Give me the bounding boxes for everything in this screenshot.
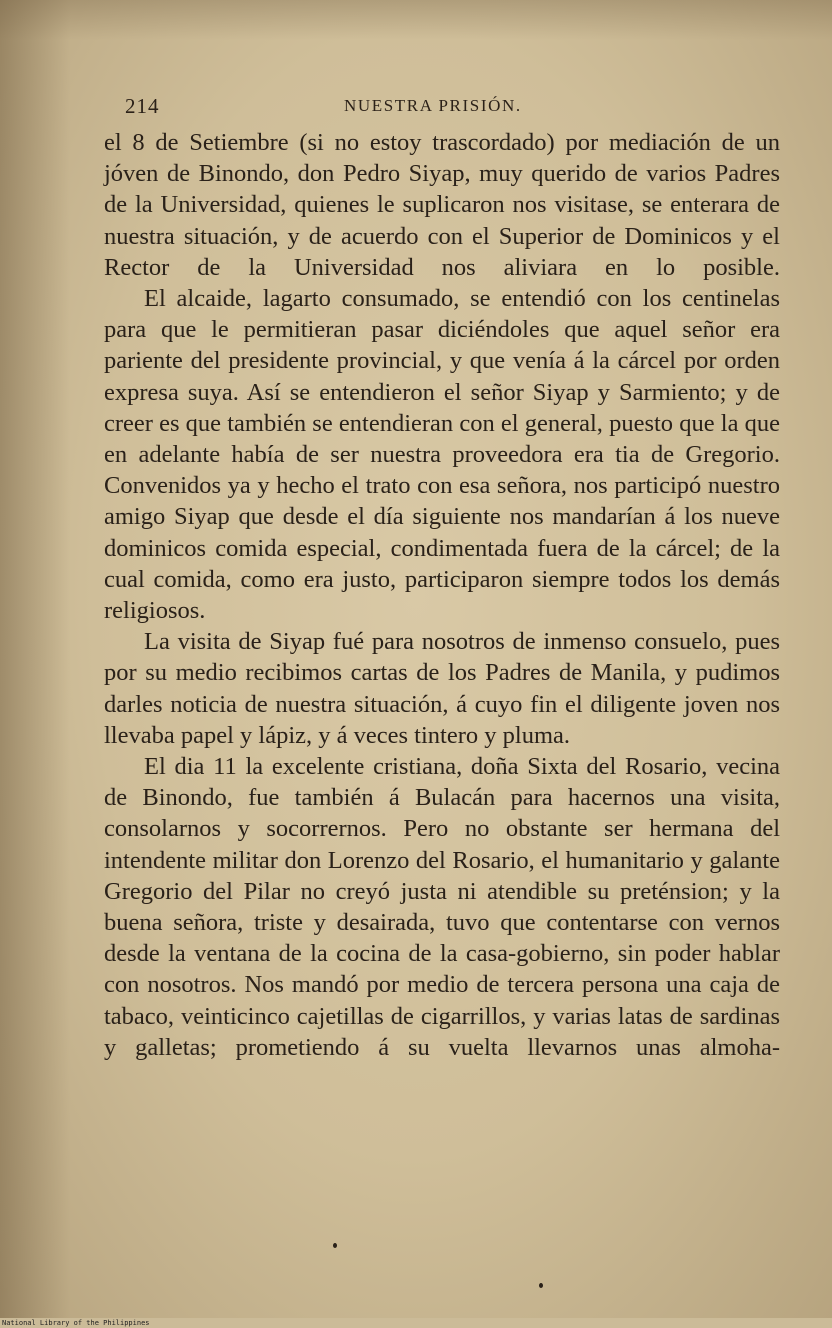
paragraph-1: el 8 de Setiembre (si no estoy trascordado) por mediación de un jóven de Binondo, don Pedro Siyap, muy querido de varios Padres de la Universidad, quienes le suplicaron nos visitase, se enterara de nuestra situación, y de acuerdo con el Superior de Dominicos y el Rector de la Universidad nos aliviara en lo posible. [104,129,780,281]
ink-speck [333,1243,337,1248]
paragraph-3: La visita de Siyap fué para nosotros de inmenso consuelo, pues por su medio recibimos cartas de los Padres de Manila, y pudimos darles noticia de nuestra situación, á cuyo fin el diligente joven nos llevaba papel y lápiz, y á veces tintero y pluma. [104,628,780,749]
page-number: 214 [125,94,160,118]
body-text [104,127,780,1063]
library-credit: National Library of the Philippines [2,1319,150,1327]
running-head [125,94,777,120]
paragraph-2: El alcaide, lagarto consumado, se entendió con los centinelas para que le permitieran pasar diciéndoles que aquel señor era pariente del presidente provincial, y que venía á la cárcel por orden expresa suya. Así se entendieron el señor Siyap y Sarmiento; y de creer es que también se entendieran con el general, puesto que la que en adelante había de ser nuestra proveedora era tia de Gregorio. Convenidos ya y hecho el trato con esa señora, nos participó nuestro amigo Siyap que desde el día siguiente nos mandarían á los nueve dominicos comida especial, condimentada fuera de la cárcel; de la cual comida, como era justo, participaron siempre todos los demás religiosos. [104,285,780,625]
paragraph-4: El dia 11 la excelente cristiana, doña Sixta del Rosario, vecina de Binondo, fue también á Bulacán para hacernos una visita, consolarnos y socorrernos. Pero no obstante ser hermana del intendente militar don Lorenzo del Rosario, el humanitario y galante Gregorio del Pilar no creyó justa ni atendible su preténsion; y la buena señora, triste y desairada, tuvo que contentarse con vernos desde la ventana de la cocina de la casa-gobierno, sin poder hablar con nosotros. Nos mandó por medio de tercera persona una caja de tabaco, veinticinco cajetillas de cigarrillos, y varias latas de sardinas y galletas; prometiendo á su vuelta llevarnos unas almoha- [104,753,780,1061]
ink-speck [539,1283,543,1288]
running-title: NUESTRA PRISIÓN. [344,96,522,115]
